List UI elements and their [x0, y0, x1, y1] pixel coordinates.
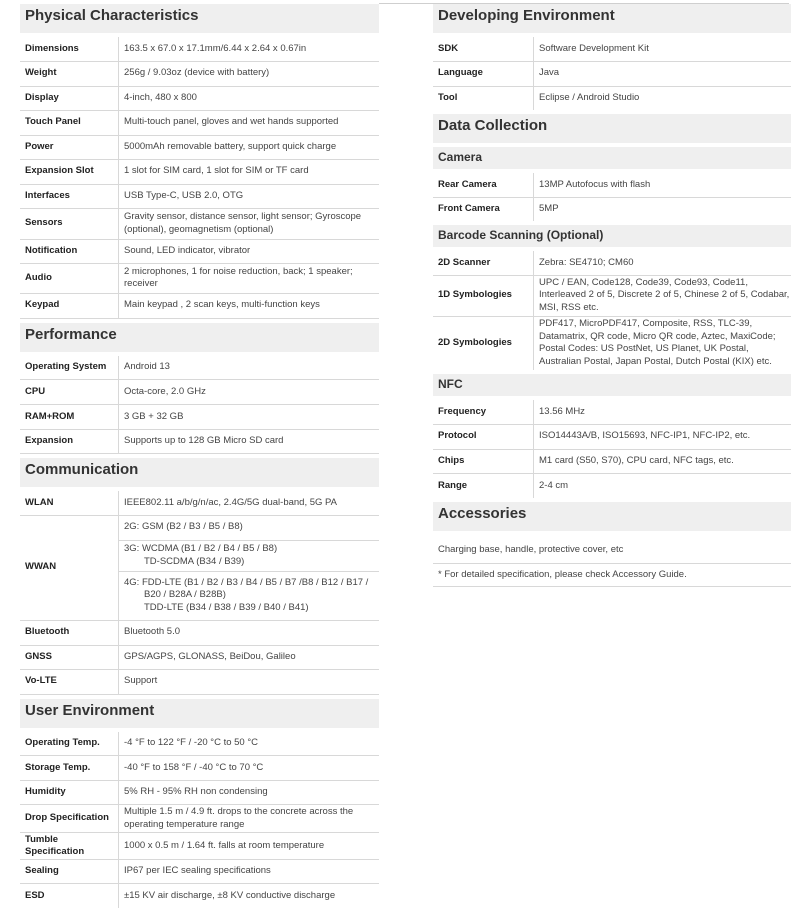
table-row	[20, 732, 379, 756]
spec-value: 256g / 9.03oz (device with battery)	[119, 61, 380, 86]
table-row	[20, 208, 379, 239]
left-column	[20, 4, 379, 908]
wwan-4g-line: B20 / B28A / B28B)	[144, 589, 226, 601]
table-row	[20, 61, 379, 86]
wwan-values	[119, 515, 380, 620]
spec-label: 2D Symbologies	[433, 316, 534, 370]
accessories-note: * For detailed specification, please check Accessory Guide.	[438, 569, 687, 580]
table-row	[20, 645, 379, 669]
table-row	[20, 430, 379, 454]
spec-label: Humidity	[20, 781, 119, 805]
wwan-2g-text: 2G: GSM (B2 / B3 / B5 / B8)	[124, 521, 243, 533]
spec-label: Frequency	[433, 400, 534, 424]
spec-value: -40 °F to 158 °F / -40 °C to 70 °C	[119, 756, 380, 781]
spec-label: Keypad	[20, 293, 119, 318]
spec-value: Supports up to 128 GB Micro SD card	[119, 430, 380, 454]
spec-label: ESD	[20, 884, 119, 908]
spec-label: SDK	[433, 37, 534, 61]
spec-label: CPU	[20, 380, 119, 405]
table-row	[433, 61, 791, 86]
spec-label: WLAN	[20, 491, 119, 515]
table-row	[20, 356, 379, 380]
table-row	[20, 669, 379, 694]
table-row	[433, 251, 791, 275]
spec-value: Android 13	[119, 356, 380, 380]
spec-label: Audio	[20, 263, 119, 293]
spec-value: Java	[534, 61, 792, 86]
spec-label: 1D Symbologies	[433, 275, 534, 316]
table-row	[433, 424, 791, 449]
spec-value: Multiple 1.5 m / 4.9 ft. drops to the concrete across the operating temperature range	[119, 805, 380, 833]
spec-value: IP67 per IEC sealing specifications	[119, 860, 380, 884]
section-title-developing: Developing Environment	[433, 4, 791, 33]
table-row	[433, 37, 791, 61]
spec-label: Front Camera	[433, 197, 534, 221]
spec-value: 3 GB + 32 GB	[119, 405, 380, 430]
spec-value: Zebra: SE4710; CM60	[534, 251, 792, 275]
section-title-physical: Physical Characteristics	[20, 4, 379, 33]
spec-value: UPC / EAN, Code128, Code39, Code93, Code11, Interleaved 2 of 5, Discrete 2 of 5, Chinese 2 of 5, Codabar, MSI, RSS etc.	[534, 275, 792, 316]
spec-value: Main keypad , 2 scan keys, multi-function keys	[119, 293, 380, 318]
subsection-title-barcode: Barcode Scanning (Optional)	[433, 225, 791, 247]
accessories-text: Charging base, handle, protective cover, etc	[433, 541, 791, 564]
spec-label: Rear Camera	[433, 173, 534, 197]
table-row	[20, 860, 379, 884]
table-row	[433, 473, 791, 498]
section-title-user-environment: User Environment	[20, 699, 379, 728]
spec-value: 5000mAh removable battery, support quick charge	[119, 135, 380, 159]
table-row	[20, 380, 379, 405]
spec-value: ±15 KV air discharge, ±8 KV conductive discharge	[124, 889, 336, 901]
accessories-divider	[433, 586, 791, 587]
spec-label: Tool	[433, 86, 534, 110]
performance-table	[20, 356, 379, 455]
table-row	[20, 263, 379, 293]
table-row	[433, 316, 791, 370]
table-row	[433, 86, 791, 110]
spec-label: Operating System	[20, 356, 119, 380]
section-title-performance: Performance	[20, 323, 379, 352]
spec-value: M1 card (S50, S70), CPU card, NFC tags, etc.	[534, 449, 792, 473]
spec-value: 5% RH - 95% RH non condensing	[119, 781, 380, 805]
spec-label: Interfaces	[20, 184, 119, 208]
spec-value: 163.5 x 67.0 x 17.1mm/6.44 x 2.64 x 0.67in	[119, 37, 380, 61]
spec-label: Power	[20, 135, 119, 159]
table-row	[20, 86, 379, 110]
physical-table	[20, 37, 379, 319]
spec-label: Drop Specification	[20, 805, 119, 833]
spec-label: Sealing	[20, 860, 119, 884]
table-row	[20, 110, 379, 135]
wwan-4g-line: TDD-LTE (B34 / B38 / B39 / B40 / B41)	[144, 601, 309, 613]
spec-label: Bluetooth	[20, 620, 119, 645]
right-column	[433, 4, 791, 587]
spec-value: -4 °F to 122 °F / -20 °C to 50 °C	[119, 732, 380, 756]
table-row	[20, 239, 379, 263]
spec-label: Vo-LTE	[20, 669, 119, 694]
spec-label: Expansion Slot	[20, 159, 119, 184]
spec-value: Support	[119, 669, 380, 694]
spec-value: Eclipse / Android Studio	[539, 92, 640, 103]
table-row	[20, 756, 379, 781]
spec-value: USB Type-C, USB 2.0, OTG	[119, 184, 380, 208]
spec-value: ISO14443A/B, ISO15693, NFC-IP1, NFC-IP2, etc.	[534, 424, 792, 449]
spec-value: Bluetooth 5.0	[119, 620, 380, 645]
spec-label: Sensors	[20, 208, 119, 239]
spec-value: 1 slot for SIM card, 1 slot for SIM or TF card	[119, 159, 380, 184]
spec-value: PDF417, MicroPDF417, Composite, RSS, TLC-39, Datamatrix, QR code, Micro QR code, Aztec, MaxiCode; Postal Codes: US PostNet, US Planet, UK Postal, Australian Postal, Japan Postal, Dutch Postal (KIX) etc.	[539, 318, 776, 367]
wwan-3g-line: 3G: WCDMA (B1 / B2 / B4 / B5 / B8)	[124, 543, 278, 554]
spec-label: Language	[433, 61, 534, 86]
spec-label: Range	[433, 473, 534, 498]
spec-label: Weight	[20, 61, 119, 86]
spec-value: 1000 x 0.5 m / 1.64 ft. falls at room temperature	[119, 833, 380, 860]
table-row	[20, 405, 379, 430]
spec-value: IEEE802.11 a/b/g/n/ac, 2.4G/5G dual-band, 5G PA	[119, 491, 380, 515]
spec-value: Gravity sensor, distance sensor, light sensor; Gyroscope (optional), geomagnetism (optional)	[119, 208, 380, 239]
spec-label: GNSS	[20, 645, 119, 669]
barcode-table	[433, 251, 791, 370]
spec-label: Chips	[433, 449, 534, 473]
table-row	[20, 884, 379, 908]
table-row	[20, 620, 379, 645]
table-row	[20, 135, 379, 159]
wwan-3g	[119, 541, 379, 572]
table-row	[20, 37, 379, 61]
spec-value: 4-inch, 480 x 800	[119, 86, 380, 110]
spec-label: Tumble Specification	[20, 833, 119, 860]
spec-value: GPS/AGPS, GLONASS, BeiDou, Galileo	[119, 645, 380, 669]
communication-table	[20, 491, 379, 695]
spec-value: Sound, LED indicator, vibrator	[119, 239, 380, 263]
spec-value: 13MP Autofocus with flash	[534, 173, 792, 197]
spec-label: Storage Temp.	[20, 756, 119, 781]
section-title-communication: Communication	[20, 458, 379, 487]
wwan-4g	[119, 572, 379, 620]
spec-value: Software Development Kit	[534, 37, 792, 61]
wwan-2g	[119, 516, 379, 541]
spec-value: Octa-core, 2.0 GHz	[119, 380, 380, 405]
camera-table	[433, 173, 791, 221]
nfc-table	[433, 400, 791, 498]
table-row	[20, 515, 379, 620]
user-environment-table	[20, 732, 379, 908]
spec-label: Protocol	[433, 424, 534, 449]
table-row	[20, 781, 379, 805]
table-row	[20, 293, 379, 318]
wwan-3g-line: TD-SCDMA (B34 / B39)	[144, 555, 245, 567]
table-row	[20, 833, 379, 860]
table-row	[433, 275, 791, 316]
spec-label: Display	[20, 86, 119, 110]
section-title-accessories: Accessories	[433, 502, 791, 531]
spec-value: 2 microphones, 1 for noise reduction, back; 1 speaker; receiver	[119, 263, 380, 293]
table-row	[20, 491, 379, 515]
spec-label: Touch Panel	[20, 110, 119, 135]
subsection-title-nfc: NFC	[433, 374, 791, 396]
developing-table	[433, 37, 791, 110]
spec-value: 5MP	[539, 203, 559, 214]
spec-value: Multi-touch panel, gloves and wet hands supported	[119, 110, 380, 135]
spec-value: 13.56 MHz	[534, 400, 792, 424]
wwan-4g-line: 4G: FDD-LTE (B1 / B2 / B3 / B4 / B5 / B7 /B8 / B12 / B17 /	[124, 576, 369, 588]
spec-value: 2-4 cm	[539, 479, 569, 491]
section-title-data-collection: Data Collection	[433, 114, 791, 143]
spec-label: RAM+ROM	[20, 405, 119, 430]
subsection-title-camera: Camera	[433, 147, 791, 169]
table-row	[20, 805, 379, 833]
table-row	[433, 449, 791, 473]
spec-label: Dimensions	[20, 37, 119, 61]
spec-label: WWAN	[20, 515, 119, 620]
table-row	[433, 173, 791, 197]
spec-label: Notification	[20, 239, 119, 263]
spec-label: 2D Scanner	[433, 251, 534, 275]
table-row	[433, 400, 791, 424]
spec-label: Operating Temp.	[20, 732, 119, 756]
spec-label: Expansion	[20, 430, 119, 454]
table-row	[433, 197, 791, 221]
table-row	[20, 184, 379, 208]
table-row	[20, 159, 379, 184]
